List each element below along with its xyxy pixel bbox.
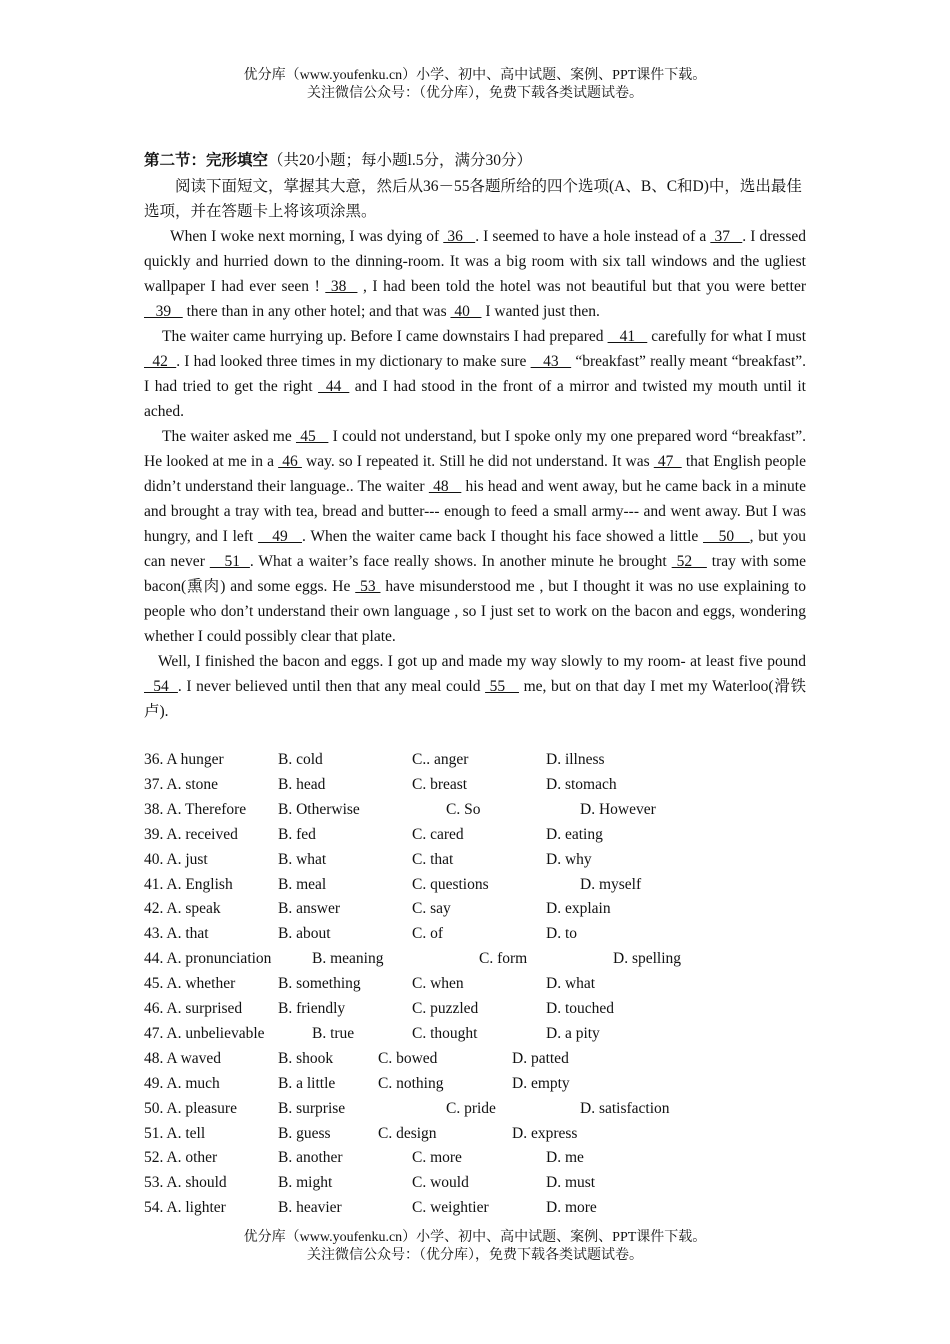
passage-paragraph-4: Well, I finished the bacon and eggs. I got up and made my way slowly to my room- at least five pound 54 . I never believed until then that any meal could 55 me, but on that day I met my Waterloo(滑铁卢). [144,653,807,720]
footer-line-2: 关注微信公众号：（优分库），免费下载各类试题试卷。 [307,1248,643,1263]
option-c: C. when [412,975,464,993]
option-b: B. fed [278,825,316,843]
option-d: D. eating [546,825,603,843]
question-option-a: 36. A hunger [144,751,224,768]
question-option-a: 43. A. that [144,925,209,943]
option-d: D. empty [512,1074,570,1092]
option-c: C. that [412,850,454,868]
option-c: C. breast [412,775,468,793]
option-c: C. questions [412,875,489,893]
option-b: B. head [278,775,326,793]
option-d: D. myself [580,875,642,893]
answer-blank: 41 [607,328,648,345]
option-d: D. a pity [546,1024,600,1042]
header-line-1: 优分库（www.youfenku.cn）小学、初中、高中试题、案例、PPT课件下载。 [243,68,707,83]
answer-blank: 53 [355,578,381,595]
option-c: C. of [412,925,443,943]
option-b: B. might [278,1174,333,1192]
question-option-a: 50. A. pleasure [144,1099,237,1117]
option-d: D. illness [546,751,605,768]
option-d: D. to [546,925,577,943]
option-c: C. So [446,800,481,818]
option-c: C. say [412,900,451,918]
option-b: B. cold [278,751,323,768]
option-b: B. another [278,1149,343,1167]
option-d: D. express [512,1124,578,1142]
option-b: B. shook [278,1049,334,1067]
option-c: C. would [412,1174,469,1192]
option-b: B. about [278,925,331,943]
option-b: B. surprise [278,1099,346,1117]
answer-blank: 38 [325,278,358,295]
answer-blank: 52 [671,553,707,570]
option-b: B. friendly [278,1000,346,1017]
option-c: C. cared [412,825,464,843]
option-c: C.. anger [412,751,469,768]
option-d: D. stomach [546,775,617,793]
answer-blank: 49 [257,528,302,545]
option-b: B. what [278,850,327,868]
option-d: D. more [546,1199,597,1217]
answer-blank: 51 [209,553,250,570]
question-option-a: 46. A. surprised [144,1000,243,1017]
option-d: D. patted [512,1049,569,1067]
option-b: B. answer [278,900,340,918]
answer-blank: 42 [144,353,177,370]
answer-blank: _44_ [318,378,350,395]
option-c: C. nothing [378,1074,444,1092]
option-d: D. must [546,1174,596,1192]
option-b: B. true [312,1024,355,1042]
question-option-a: 49. A. much [144,1074,220,1092]
option-b: B. a little [278,1074,336,1092]
answer-blank: 40 [450,303,482,320]
option-d: D. However [580,800,656,818]
answer-blank: 36 [443,228,476,245]
option-d: D. explain [546,900,611,918]
instructions: 阅读下面短文，掌握其大意，然后从36－55各题所给的四个选项(A、B、C和D)中，选出最佳选项，并在答题卡上将该项涂黑。 [144,178,802,220]
header-line-2: 关注微信公众号：（优分库），免费下载各类试题试卷。 [307,86,643,101]
answer-blank: 47 [653,453,682,470]
question-option-a: 53. A. should [144,1174,227,1192]
answer-blank: 46 [278,453,302,470]
question-option-a: 37. A. stone [144,775,219,793]
option-c: C. bowed [378,1049,438,1067]
option-d: D. satisfaction [580,1099,670,1117]
answer-blank: 54 [144,678,178,695]
option-d: D. why [546,850,592,868]
passage-paragraph-2: The waiter came hurrying up. Before I came downstairs I had prepared 41 carefully for what I must 42 . I had looked three times in my dictionary to make sure 43 “breakfast” really meant “breakfast”. I had tried to get the right _44_ and I had stood in the front of a mirror and twisted my mouth until it ached. [144,328,807,420]
option-c: C. form [479,950,528,968]
passage-paragraph-1: When I woke next morning, I was dying of 36 . I seemed to have a hole instead of a 37 . I dressed quickly and hurried down to the dinning-room. It was a big room with six tall windows and the ugliest wallpaper I had ever seen ! 38 , I had been told the hotel was not beautiful but that you were better 39 there than in any other hotel; and that was 40 I wanted just then. [144,228,807,320]
question-option-a: 44. A. pronunciation [144,950,272,968]
question-option-a: 40. A. just [144,850,208,868]
option-b: B. Otherwise [278,800,360,818]
question-option-a: 47. A. unbelievable [144,1024,265,1042]
option-d: D. spelling [613,950,682,968]
passage-paragraph-3: The waiter asked me 45 I could not understand, but I spoke only my one prepared word “breakfast”. He looked at me in a 46 way. so I repeated it. Still he did not understand. It was 47 that English people didn’t understand their language.. The waiter 48 his head and went away, but he came back in a minute and brought a tray with tea, bread and butter--- enough to feed a small army--- and went away. But I was hungry, and I left 49 . When the waiter came back I thought his face showed a little __50__, but you can never 51 . What a waiter’s face really shows. In another minute he brought 52 tray with some bacon(熏肉) and some eggs. He 53 have misunderstood me , but I thought it was no use explaining to people who don’t understand their own language , so I just set to work on the bacon and eggs, wondering whether I could possibly clear that plate. [144,428,807,645]
option-b: B. meal [278,875,327,893]
question-option-a: 38. A. Therefore [144,800,247,818]
page-footer [0,1229,950,1265]
question-option-a: 52. A. other [144,1149,218,1167]
page-header [0,67,950,103]
question-option-a: 39. A. received [144,825,238,843]
cloze-section [144,150,806,724]
question-option-a: 48. A waved [144,1049,222,1067]
answer-blank: 55 [485,678,519,695]
answer-blank: 39 [144,303,183,320]
section-title-bold: 第二节：完形填空 [144,152,269,169]
answer-blank: 48 [428,478,462,495]
answer-blank: __50__ [703,528,750,545]
question-option-a: 54. A. lighter [144,1199,226,1217]
question-option-a: 45. A. whether [144,975,236,993]
option-d: D. what [546,975,596,993]
section-title-scoring: （共20小题；每小题l.5分，满分30分） [268,152,532,169]
option-c: C. weightier [412,1199,489,1217]
answer-blank: 43 [530,353,572,370]
answer-blank: 37 [710,228,743,245]
option-b: B. something [278,975,361,993]
answer-blank: 45 [295,428,329,445]
option-c: C. puzzled [412,1000,479,1017]
option-b: B. guess [278,1124,331,1142]
question-option-a: 51. A. tell [144,1124,206,1142]
question-option-a: 42. A. speak [144,900,221,918]
option-c: C. more [412,1149,462,1167]
option-c: C. thought [412,1024,478,1042]
option-b: B. heavier [278,1199,342,1217]
option-c: C. design [378,1124,437,1142]
footer-line-1: 优分库（www.youfenku.cn）小学、初中、高中试题、案例、PPT课件下载。 [243,1230,707,1245]
option-b: B. meaning [312,950,384,968]
option-c: C. pride [446,1099,496,1117]
option-d: D. me [546,1149,584,1167]
section-title [144,150,806,172]
option-d: D. touched [546,1000,615,1017]
question-option-a: 41. A. English [144,875,233,893]
